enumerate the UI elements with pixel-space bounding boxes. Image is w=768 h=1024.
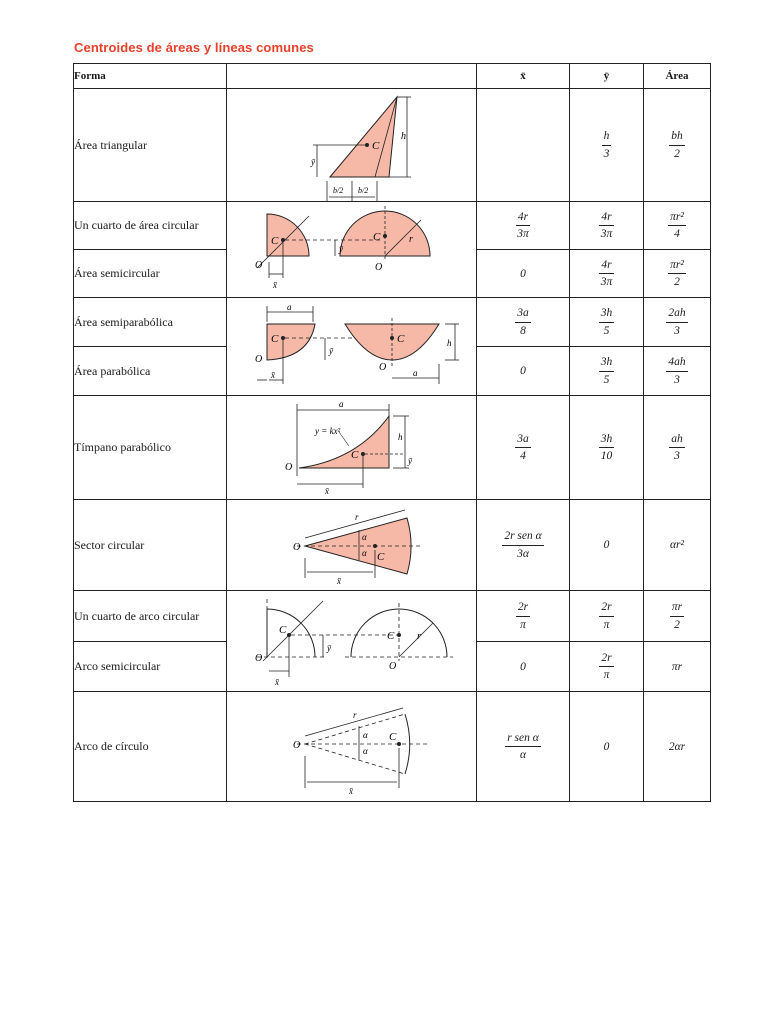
- ybar-value: $\frac{3h}{5}$: [570, 347, 644, 396]
- svg-text:ȳ: ȳ: [408, 456, 412, 466]
- label-ybar: ȳ: [311, 157, 315, 167]
- header-ybar: ȳ: [570, 64, 644, 89]
- spandrel-figure: [227, 396, 477, 500]
- svg-text:O: O: [293, 542, 301, 553]
- circle-area-figure: [227, 202, 477, 298]
- quarter-semicircle-diagram: [227, 202, 477, 298]
- ybar-value: $\frac{4r}{3\pi}$: [570, 202, 644, 250]
- xbar-value: $\frac{2r}{\pi}$: [477, 591, 570, 642]
- parabola-area-figure: [227, 298, 477, 396]
- shape-name: Sector circular: [74, 500, 227, 591]
- area-value: 2αr: [644, 692, 711, 802]
- shape-name: Tímpano parabólico: [74, 396, 227, 500]
- table-row: [74, 202, 711, 250]
- svg-text:a: a: [287, 302, 292, 312]
- svg-text:C: C: [279, 624, 287, 636]
- area-value: πr: [644, 642, 711, 692]
- svg-text:a: a: [339, 399, 344, 409]
- sector-figure: [227, 500, 477, 591]
- svg-text:C: C: [373, 231, 381, 243]
- svg-text:O: O: [285, 462, 293, 473]
- table-row: [74, 500, 711, 591]
- xbar-value: $\frac{3a}{8}$: [477, 298, 570, 347]
- circular-sector-diagram: [227, 500, 477, 591]
- table-row: [74, 396, 711, 500]
- svg-text:h: h: [447, 338, 452, 348]
- ybar-value: 0: [570, 500, 644, 591]
- header-row: [74, 64, 711, 89]
- label-c: C: [372, 140, 380, 152]
- area-value: $\frac{\pi r}{2}$: [644, 591, 711, 642]
- svg-text:α: α: [362, 548, 367, 558]
- svg-text:O: O: [293, 740, 301, 751]
- table-row: [74, 591, 711, 642]
- svg-text:O: O: [389, 661, 397, 672]
- shape-name: Un cuarto de arco circular: [74, 591, 227, 642]
- svg-text:r: r: [355, 512, 359, 522]
- svg-text:ȳ: ȳ: [339, 244, 343, 254]
- ybar-value: $\frac{3h}{10}$: [570, 396, 644, 500]
- shape-name: Arco semicircular: [74, 642, 227, 692]
- xbar-value: 0: [477, 347, 570, 396]
- header-shape: Forma: [74, 64, 227, 89]
- shape-name: Un cuarto de área circular: [74, 202, 227, 250]
- label-b2-right: b/2: [358, 186, 369, 195]
- centroids-table: [73, 63, 711, 802]
- svg-text:h: h: [398, 432, 403, 442]
- ybar-value: 0: [570, 692, 644, 802]
- shape-name: Área semiparabólica: [74, 298, 227, 347]
- ybar-value: $\frac{h}{3}$: [570, 89, 644, 202]
- svg-text:r: r: [353, 710, 357, 720]
- svg-text:ȳ: ȳ: [329, 346, 333, 356]
- svg-text:α: α: [363, 746, 368, 756]
- page-title: Centroides de áreas y líneas comunes: [74, 40, 314, 55]
- xbar-value: $\frac{\text{r sen α}}{\alpha}$: [477, 692, 570, 802]
- shape-name: Arco de círculo: [74, 692, 227, 802]
- area-value: $\frac{4ah}{3}$: [644, 347, 711, 396]
- area-value: $\frac{2ah}{3}$: [644, 298, 711, 347]
- svg-text:α: α: [362, 532, 367, 542]
- svg-text:C: C: [397, 333, 405, 345]
- svg-text:C: C: [377, 551, 385, 563]
- svg-text:O: O: [255, 260, 263, 271]
- svg-text:O: O: [379, 362, 387, 373]
- svg-text:C: C: [271, 235, 279, 247]
- svg-text:x̄: x̄: [349, 786, 353, 796]
- header-area: Área: [644, 64, 711, 89]
- table-row: [74, 692, 711, 802]
- svg-text:C: C: [271, 333, 279, 345]
- area-value: $\frac{\text{πr²}}{4}$: [644, 202, 711, 250]
- arc-circle-figure: [227, 692, 477, 802]
- label-h: h: [401, 131, 406, 142]
- header-figure: [227, 64, 477, 89]
- svg-text:α: α: [363, 730, 368, 740]
- svg-text:y = kx²: y = kx²: [315, 426, 341, 436]
- xbar-value: 0: [477, 642, 570, 692]
- parabolic-areas-diagram: [227, 298, 477, 396]
- area-value: αr²: [644, 500, 711, 591]
- area-value: $\frac{\text{πr²}}{2}$: [644, 250, 711, 298]
- area-value: $\frac{ah}{3}$: [644, 396, 711, 500]
- triangle-figure: [227, 89, 477, 202]
- area-value: $\frac{bh}{2}$: [644, 89, 711, 202]
- centroid-point: [365, 143, 369, 147]
- xbar-value: $\frac{3a}{4}$: [477, 396, 570, 500]
- table-row: [74, 89, 711, 202]
- parabolic-spandrel-diagram: [227, 396, 477, 500]
- ybar-value: $\frac{2r}{\pi}$: [570, 591, 644, 642]
- arc-figure: [227, 591, 477, 692]
- svg-text:C: C: [389, 731, 397, 743]
- xbar-value: $\frac{\text{2r sen α}}{3\alpha}$: [477, 500, 570, 591]
- svg-text:x̄: x̄: [337, 576, 341, 586]
- svg-text:C: C: [387, 630, 395, 642]
- svg-text:O: O: [255, 354, 263, 365]
- svg-text:x̄: x̄: [273, 280, 277, 290]
- svg-text:a: a: [413, 368, 418, 378]
- svg-text:O: O: [375, 262, 383, 273]
- svg-text:x̄: x̄: [325, 486, 329, 496]
- shape-name: Área parabólica: [74, 347, 227, 396]
- header-xbar: x̄: [477, 64, 570, 89]
- svg-text:O: O: [255, 653, 263, 664]
- circular-arc-diagram: [227, 692, 477, 802]
- svg-text:x̄: x̄: [271, 370, 275, 380]
- svg-text:r: r: [409, 234, 413, 245]
- svg-text:x̄: x̄: [275, 677, 279, 687]
- triangle-diagram: [227, 89, 477, 202]
- shape-name: Área triangular: [74, 89, 227, 202]
- svg-text:C: C: [351, 449, 359, 461]
- label-b2-left: b/2: [333, 186, 344, 195]
- svg-text:ȳ: ȳ: [327, 643, 331, 653]
- table-row: [74, 298, 711, 347]
- xbar-value: [477, 89, 570, 202]
- xbar-value: 0: [477, 250, 570, 298]
- ybar-value: $\frac{3h}{5}$: [570, 298, 644, 347]
- xbar-value: $\frac{4r}{3\pi}$: [477, 202, 570, 250]
- quarter-semicircular-arc-diagram: [227, 591, 477, 692]
- shape-name: Área semicircular: [74, 250, 227, 298]
- ybar-value: $\frac{4r}{3\pi}$: [570, 250, 644, 298]
- ybar-value: $\frac{2r}{\pi}$: [570, 642, 644, 692]
- svg-text:r: r: [417, 631, 421, 642]
